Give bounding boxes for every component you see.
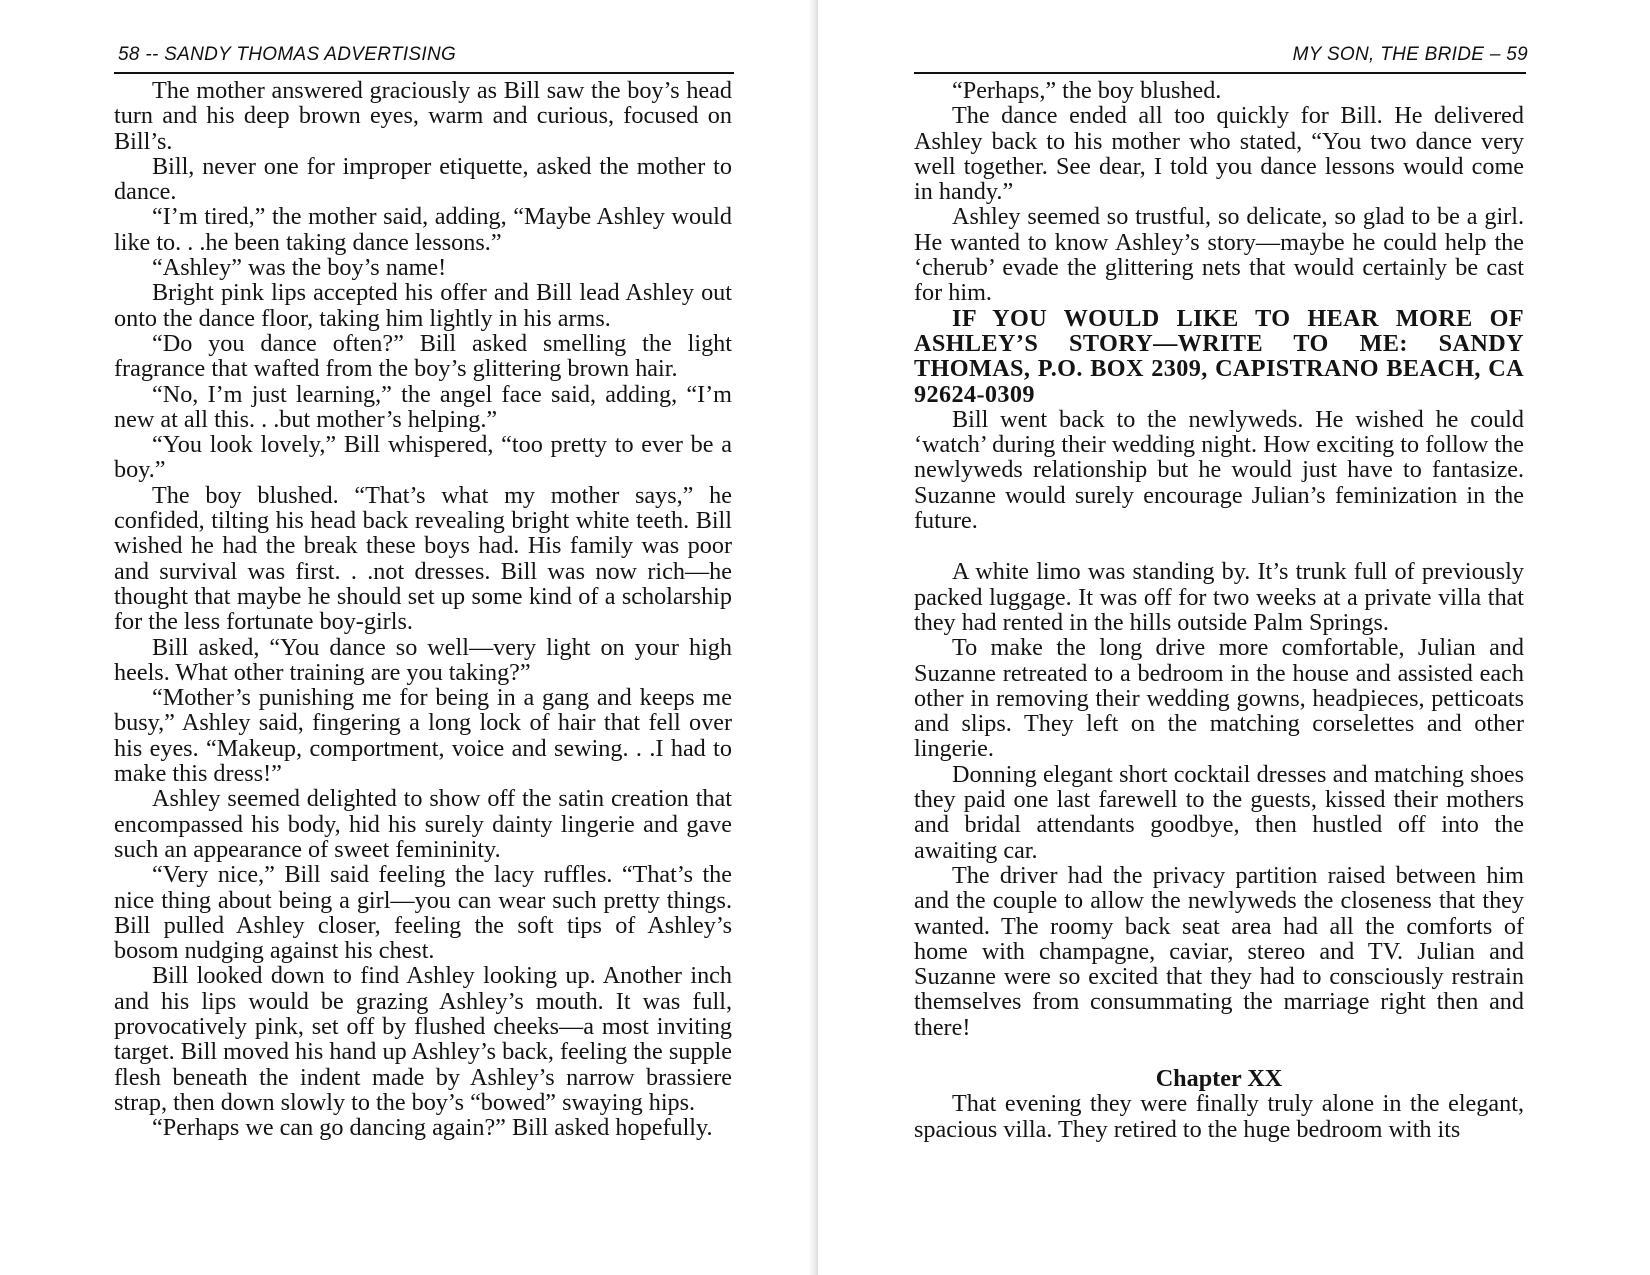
paragraph: Bill, never one for improper etiquette, asked the mother to dance.	[114, 152, 732, 206]
paragraph: Ashley seemed so trustful, so delicate, so glad to be a girl. He wanted to know Ashley’s story—maybe he could help the ‘cherub’ evade the glittering nets that would certainly be cast for him.	[914, 203, 1524, 307]
page-header-right: MY SON, THE BRIDE – 59	[1292, 44, 1528, 65]
paragraph: “I’m tired,” the mother said, adding, “Maybe Ashley would like to. . .he been taking dance lessons.”	[114, 203, 732, 256]
paragraph: Bill went back to the newlyweds. He wished he could ‘watch’ during their wedding night. How exciting to follow the newlyweds relationship but he would just have to fantasize. Suzanne would surely encourage Julian’s feminization in the future.	[914, 405, 1524, 535]
left-page	[0, 0, 818, 1275]
paragraph: The dance ended all too quickly for Bill. He delivered Ashley back to his mother who stated, “You two dance very well together. See dear, I told you dance lessons would come in handy.”	[914, 102, 1524, 206]
paragraph: A white limo was standing by. It’s trunk full of previously packed luggage. It was off for two weeks at a private villa that they had rented in the hills outside Palm Springs.	[914, 558, 1524, 636]
paragraph: “Perhaps we can go dancing again?” Bill asked hopefully.	[152, 1114, 713, 1142]
paragraph: “Perhaps,” the boy blushed.	[952, 77, 1222, 104]
paragraph: Bright pink lips accepted his offer and Bill lead Ashley out onto the dance floor, taking him lightly in his arms.	[114, 279, 732, 332]
paragraph: The boy blushed. “That’s what my mother says,” he confided, tilting his head back revealing bright white teeth. Bill wished he had the break these boys had. His family was poor and survival was first. . .not dresses. Bill was now rich—he thought that maybe he should set up some kind of a scholarship for the less fortunate boy-girls.	[114, 481, 732, 636]
header-rule-left	[114, 72, 734, 74]
paragraph: “Do you dance often?” Bill asked smelling the light fragrance that wafted from the boy’s glittering brown hair.	[114, 329, 732, 383]
right-page-body	[914, 78, 1524, 1142]
paragraph: “You look lovely,” Bill whispered, “too pretty to ever be a boy.”	[114, 431, 732, 484]
paragraph: To make the long drive more comfortable, Julian and Suzanne retreated to a bedroom in the house and assisted each other in removing their wedding gowns, headpieces, petticoats and slips. They left on the matching corselettes and other lingerie.	[914, 634, 1524, 763]
header-rule-right	[914, 72, 1526, 74]
page-header-left: 58 -- SANDY THOMAS ADVERTISING	[118, 44, 457, 65]
paragraph: Ashley seemed delighted to show off the satin creation that encompassed his body, hid his surely dainty lingerie and gave such an appearance of sweet femininity.	[114, 785, 732, 863]
section-break	[914, 1040, 1524, 1066]
paragraph: The driver had the privacy partition raised between him and the couple to allow the newlyweds the closeness that they wanted. The roomy back seat area had all the comforts of home with champagne, caviar, stereo and TV. Julian and Suzanne were so excited that they had to consciously restrain themselves from consummating the marriage right then and there!	[914, 861, 1524, 1041]
section-break	[914, 533, 1524, 559]
paragraph: “Ashley” was the boy’s name!	[152, 254, 447, 282]
paragraph: Bill asked, “You dance so well—very light on your high heels. What other training are you taking?”	[114, 633, 732, 686]
paragraph: The mother answered graciously as Bill saw the boy’s head turn and his deep brown eyes, warm and curious, focused on Bill’s.	[114, 77, 732, 155]
chapter-title: Chapter XX	[1155, 1064, 1283, 1092]
left-page-body	[114, 78, 732, 1140]
right-page	[818, 0, 1650, 1275]
contact-banner: IF YOU WOULD LIKE TO HEAR MORE OF ASHLEY’S STORY—WRITE TO ME: SANDY THOMAS, P.O. BOX 2309, CAPISTRANO BEACH, CA 92624-0309	[914, 304, 1524, 408]
paragraph: Bill looked down to find Ashley looking up. Another inch and his lips would be grazing Ashley’s mouth. It was full, provocatively pink, set off by flushed cheeks—a most inviting target. Bill moved his hand up Ashley’s back, feeling the supple flesh beneath the indent made by Ashley’s narrow brassiere strap, then down slowly to the boy’s “bowed” swaying hips.	[114, 962, 732, 1116]
paragraph: That evening they were finally truly alone in the elegant, spacious villa. They retired to the huge bedroom with its	[914, 1090, 1524, 1143]
paragraph: “Mother’s punishing me for being in a gang and keeps me busy,” Ashley said, fingering a long lock of hair that fell over his eyes. “Makeup, comportment, voice and sewing. . .I had to make this dress!”	[114, 684, 732, 788]
paragraph: “Very nice,” Bill said feeling the lacy ruffles. “That’s the nice thing about being a girl—you can wear such pretty things. Bill pulled Ashley closer, feeling the soft tips of Ashley’s bosom nudging against his chest.	[114, 861, 732, 965]
paragraph: “No, I’m just learning,” the angel face said, adding, “I’m new at all this. . .but mother’s helping.”	[114, 380, 732, 433]
paragraph: Donning elegant short cocktail dresses and matching shoes they paid one last farewell to the guests, kissed their mothers and bridal attendants goodbye, then hustled off into the awaiting car.	[914, 760, 1524, 864]
